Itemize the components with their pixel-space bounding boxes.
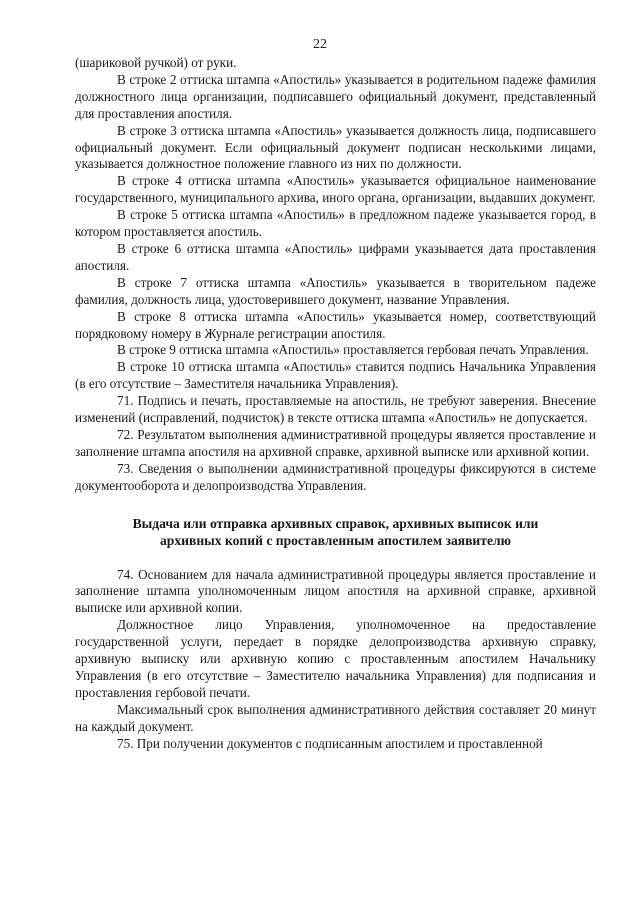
- section-heading: Выдача или отправка архивных справок, архивных выписок или архивных копий с проставленным апостилем заявителю: [132, 515, 539, 548]
- paragraph: В строке 5 оттиска штампа «Апостиль» в предложном падеже указывается город, в котором проставляется апостиль.: [75, 207, 596, 240]
- document-body: [75, 55, 596, 753]
- page-number: 22: [313, 37, 327, 52]
- paragraphs-before: [75, 55, 596, 495]
- paragraph: В строке 3 оттиска штампа «Апостиль» указывается должность лица, подписавшего официальный документ. Если официальный документ подписан несколькими лицами, указывается должностное положение главного из них по должности.: [75, 122, 596, 172]
- paragraph: В строке 8 оттиска штампа «Апостиль» указывается номер, соответствующий порядковому номеру в Журнале регистрации апостиля.: [75, 308, 596, 341]
- paragraph: (шариковой ручкой) от руки.: [75, 55, 237, 70]
- paragraph: В строке 6 оттиска штампа «Апостиль» цифрами указывается дата проставления апостиля.: [75, 240, 596, 273]
- paragraph: 74. Основанием для начала административной процедуры является проставление и заполнение штампа уполномоченным лицом апостиля на архивной справке, архивной выписке или архивной копии.: [75, 566, 596, 616]
- paragraphs-after: [75, 567, 596, 753]
- paragraph: Максимальный срок выполнения административного действия составляет 20 минут на каждый документ.: [75, 701, 596, 734]
- paragraph: 75. При получении документов с подписанным апостилем и проставленной: [117, 735, 543, 751]
- paragraph: В строке 4 оттиска штампа «Апостиль» указывается официальное наименование государственного, муниципального архива, иного органа, организации, выдавших документ.: [75, 173, 596, 206]
- paragraph: В строке 2 оттиска штампа «Апостиль» указывается в родительном падеже фамилия должностного лица организации, подписавшего официальный документ, представленный для проставления апостиля.: [75, 71, 596, 121]
- paragraph: 73. Сведения о выполнении административной процедуры фиксируются в системе документооборота и делопроизводства Управления.: [75, 460, 596, 493]
- paragraph: В строке 10 оттиска штампа «Апостиль» ставится подпись Начальника Управления (в его отсутствие – Заместителя начальника Управления).: [75, 359, 596, 392]
- paragraph: 72. Результатом выполнения административной процедуры является проставление и заполнение штампа апостиля на архивной справке, архивной выписке или архивной копии.: [75, 426, 596, 459]
- paragraph: Должностное лицо Управления, уполномоченное на предоставление государственной услуги, передает в порядке делопроизводства архивную справку, архивную выписку или архивную копию с проставленным апостилем Начальнику Управления (в его отсутствие – Заместителю начальника Управления) для подписания и проставления гербовой печати.: [75, 617, 596, 700]
- paragraph: 71. Подпись и печать, проставляемые на апостиль, не требуют заверения. Внесение изменений (исправлений, подчисток) в тексте оттиска штампа «Апостиль» не допускается.: [75, 393, 596, 426]
- paragraph: В строке 9 оттиска штампа «Апостиль» проставляется гербовая печать Управления.: [117, 342, 589, 358]
- paragraph: В строке 7 оттиска штампа «Апостиль» указывается в творительном падеже фамилия, должность лица, удостоверившего документ, название Управления.: [75, 274, 596, 307]
